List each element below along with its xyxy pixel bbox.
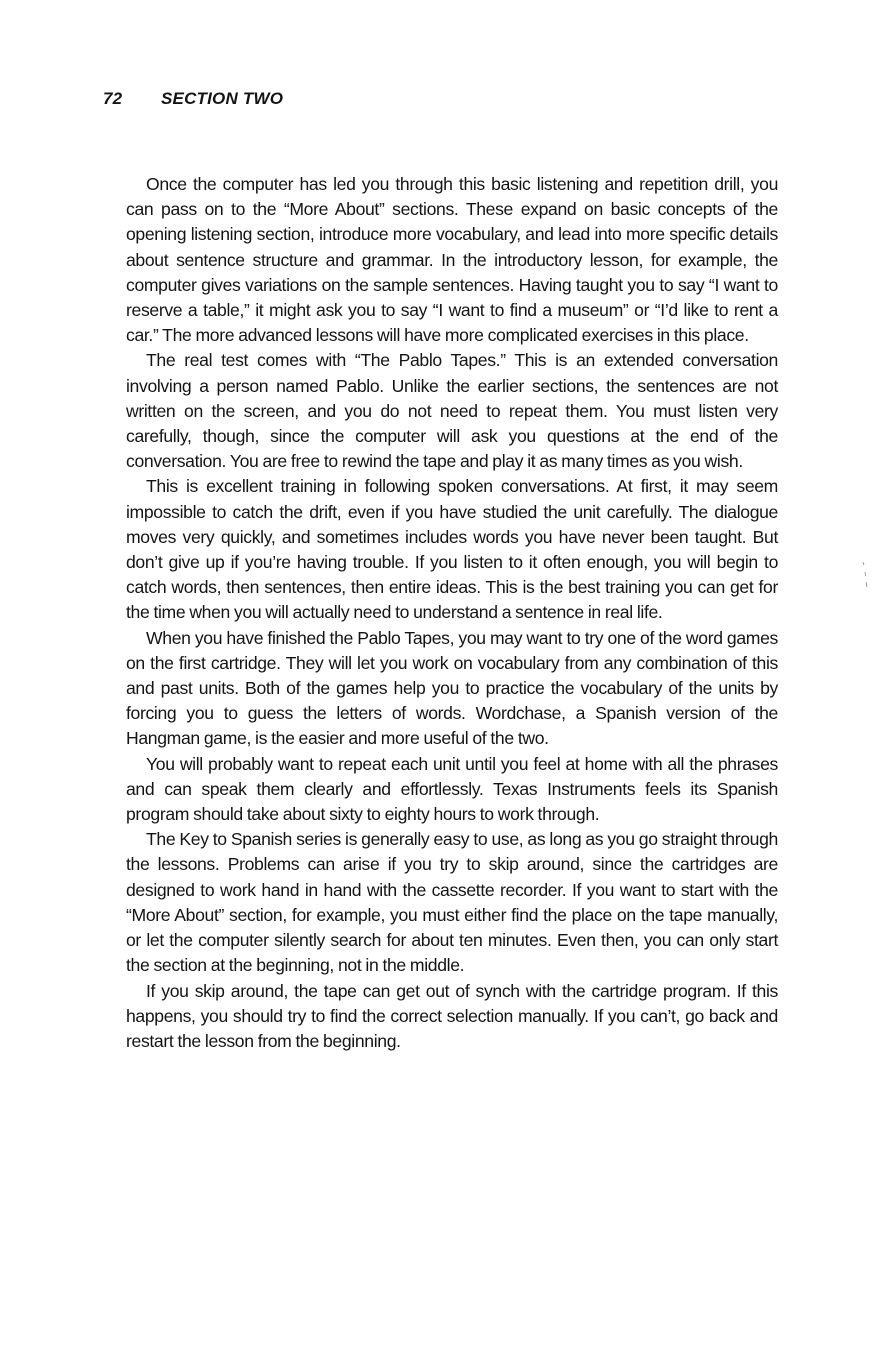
paragraph-pablo-tapes: The real test comes with “The Pablo Tapes.” This is an extended conversation involving a person named Pablo. Unlike the earlier sections, the sentences are not written on the screen, and you do not need to repeat them. You must listen very carefully, though, since the computer will ask you questions at the end of the conversation. You are free to rewind the tape and play it as many times as you wish.	[126, 350, 778, 472]
paragraph-word-games: When you have finished the Pablo Tapes, you may want to try one of the word games on the first cartridge. They will let you work on vocabulary from any combination of this and past units. Both of the games help you to practice the vocabulary of the units by forcing you to guess the letters of words. Wordchase, a Spanish version of the Hangman game, is the easier and more useful of the two.	[126, 627, 778, 749]
paragraph-repeat-units: You will probably want to repeat each unit until you feel at home with all the phrases and can speak them clearly and effortlessly. Texas Instruments feels its Spanish program should take about sixty to eighty hours to work through.	[126, 753, 778, 825]
paragraph-more-about: Once the computer has led you through this basic listening and repetition drill, you can pass on to the “More About” sections. These expand on basic concepts of the opening listening section, introduce more vocabulary, and lead into more specific details about sentence structure and grammar. In the introductory lesson, for example, the computer gives variations on the sample sentences. Having taught you to say “I want to reserve a table,” it might ask you to say “I want to find a museum” or “I’d like to rent a car.” The more advanced lessons will have more complicated exercises in this place.	[126, 174, 778, 346]
margin-scan-mark	[862, 560, 868, 590]
paragraph-skip-around: If you skip around, the tape can get out of synch with the cartridge program. If this happens, you should try to find the correct selection manually. If you can’t, go back and restart the lesson from the beginning.	[126, 980, 778, 1051]
paragraph-key-to-spanish: The Key to Spanish series is generally easy to use, as long as you go straight through the lessons. Problems can arise if you try to skip around, since the cartridges are designed to work hand in hand with the cassette recorder. If you want to start with the “More About” section, for example, you must either find the place on the tape manually, or let the computer silently search for about ten minutes. Even then, you can only start the section at the beginning, not in the middle.	[126, 829, 778, 976]
paragraph-spoken-conversations: This is excellent training in following spoken conversations. At first, it may seem impossible to catch the drift, even if you have studied the unit carefully. The dialogue moves very quickly, and sometimes includes words you have never been taught. But don’t give up if you’re having trouble. If you listen to it often enough, you will begin to catch words, then sentences, then entire ideas. This is the best training you can get for the time when you will actually need to understand a sentence in real life.	[126, 476, 778, 623]
body-text	[126, 172, 778, 1054]
page-number: 72	[103, 89, 123, 108]
running-head	[103, 89, 283, 109]
section-title: SECTION TWO	[161, 89, 284, 108]
